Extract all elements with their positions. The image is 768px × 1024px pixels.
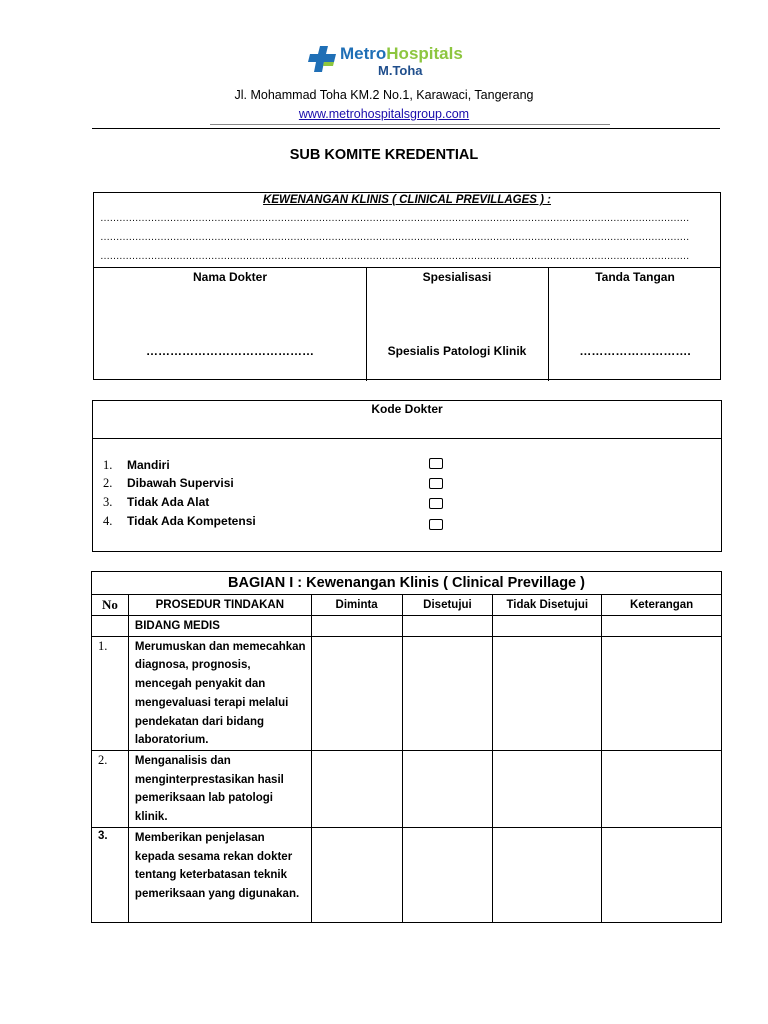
- logo-brand-metro: Metro: [340, 44, 387, 63]
- requested-cell[interactable]: [311, 750, 402, 827]
- code-option-mandiri: [103, 458, 170, 473]
- not-approved-cell[interactable]: [493, 616, 602, 637]
- section-title: BAGIAN I : Kewenangan Klinis ( Clinical Previllage ): [92, 572, 722, 595]
- hospital-address: Jl. Mohammad Toha KM.2 No.1, Karawaci, Tangerang: [234, 88, 534, 102]
- box-divider: [94, 267, 720, 268]
- col-header-approved: Disetujui: [402, 595, 493, 616]
- table-row: [92, 636, 722, 750]
- not-approved-cell[interactable]: [493, 750, 602, 827]
- col-header-procedure: PROSEDUR TINDAKAN: [128, 595, 311, 616]
- doctor-code-box: [92, 400, 722, 552]
- group-label: BIDANG MEDIS: [128, 616, 311, 637]
- col-header-requested: Diminta: [311, 595, 402, 616]
- option-number: 1.: [103, 458, 113, 472]
- medical-cross-icon: [308, 44, 338, 74]
- website-link[interactable]: www.metrohospitalsgroup.com: [298, 107, 470, 121]
- procedure-text: Memberikan penjelasan kepada sesama rekan dokter tentang keterbatasan teknik pemeriksaan yang digunakan.: [128, 827, 311, 922]
- header-divider: [92, 128, 720, 129]
- hospital-logo: [300, 38, 470, 90]
- page-title: SUB KOMITE KREDENTIAL: [289, 147, 479, 163]
- dotted-line: ……………………………………………………………………………………………………………………………………………………………………: [100, 213, 689, 224]
- checkbox-mandiri[interactable]: [429, 458, 443, 469]
- option-number: 2.: [103, 476, 113, 490]
- table-row: [92, 750, 722, 827]
- signature-header: Tanda Tangan: [595, 270, 675, 284]
- specialization-value: Spesialis Patologi Klinik: [387, 344, 527, 358]
- col-header-not-approved: Tidak Disetujui: [493, 595, 602, 616]
- requested-cell[interactable]: [311, 827, 402, 922]
- row-number: 3.: [92, 827, 129, 922]
- dotted-line: ……………………………………………………………………………………………………………………………………………………………………: [100, 251, 689, 262]
- dotted-line: ……………………………………………………………………………………………………………………………………………………………………: [100, 232, 689, 243]
- clinical-privilege-table: [91, 571, 722, 923]
- notes-cell[interactable]: [602, 616, 722, 637]
- option-label: Tidak Ada Kompetensi: [127, 514, 256, 528]
- checkbox-tidak-ada-alat[interactable]: [429, 498, 443, 509]
- not-approved-cell[interactable]: [493, 636, 602, 750]
- specialization-header: Spesialisasi: [422, 270, 492, 284]
- header-divider-top: [210, 124, 610, 125]
- approved-cell[interactable]: [402, 827, 493, 922]
- not-approved-cell[interactable]: [493, 827, 602, 922]
- doctor-name-header: Nama Dokter: [192, 270, 268, 284]
- doctor-code-heading: Kode Dokter: [371, 402, 443, 416]
- col-header-notes: Keterangan: [602, 595, 722, 616]
- option-label: Dibawah Supervisi: [127, 476, 234, 490]
- requested-cell[interactable]: [311, 616, 402, 637]
- code-option-tidak-ada-kompetensi: [103, 514, 256, 529]
- col-header-no: No: [92, 595, 129, 616]
- approved-cell[interactable]: [402, 750, 493, 827]
- logo-brand: [340, 44, 463, 64]
- website-link-wrapper: [0, 107, 768, 121]
- signature-field[interactable]: ……………………….: [579, 344, 691, 358]
- logo-brand-hospitals: Hospitals: [386, 44, 463, 63]
- notes-cell[interactable]: [602, 636, 722, 750]
- option-number: 3.: [103, 495, 113, 509]
- notes-cell[interactable]: [602, 750, 722, 827]
- option-label: Mandiri: [127, 458, 170, 472]
- column-divider: [366, 267, 367, 381]
- checkbox-supervisi[interactable]: [429, 478, 443, 489]
- doctor-name-field[interactable]: ……………………………………: [146, 344, 314, 358]
- code-option-tidak-ada-alat: [103, 495, 209, 510]
- option-label: Tidak Ada Alat: [127, 495, 210, 509]
- option-number: 4.: [103, 514, 113, 528]
- table-row: [92, 827, 722, 922]
- checkbox-tidak-ada-kompetensi[interactable]: [429, 519, 443, 530]
- procedure-text: Menganalisis dan menginterprestasikan hasil pemeriksaan lab patologi klinik.: [128, 750, 311, 827]
- group-row: [92, 616, 722, 637]
- requested-cell[interactable]: [311, 636, 402, 750]
- procedure-text: Merumuskan dan memecahkan diagnosa, prognosis, mencegah penyakit dan mengevaluasi terapi melalui pendekatan dari bidang laboratorium.: [128, 636, 311, 750]
- row-number: 1.: [92, 636, 129, 750]
- table-cell: [92, 616, 129, 637]
- row-number: 2.: [92, 750, 129, 827]
- code-option-supervisi: [103, 476, 234, 491]
- clinical-privileges-box: [93, 192, 721, 380]
- approved-cell[interactable]: [402, 616, 493, 637]
- column-divider: [548, 267, 549, 381]
- approved-cell[interactable]: [402, 636, 493, 750]
- privileges-heading: KEWENANGAN KLINIS ( CLINICAL PREVILLAGES ) :: [263, 194, 551, 206]
- box-divider: [93, 438, 721, 439]
- notes-cell[interactable]: [602, 827, 722, 922]
- logo-subtitle: M.Toha: [378, 63, 423, 78]
